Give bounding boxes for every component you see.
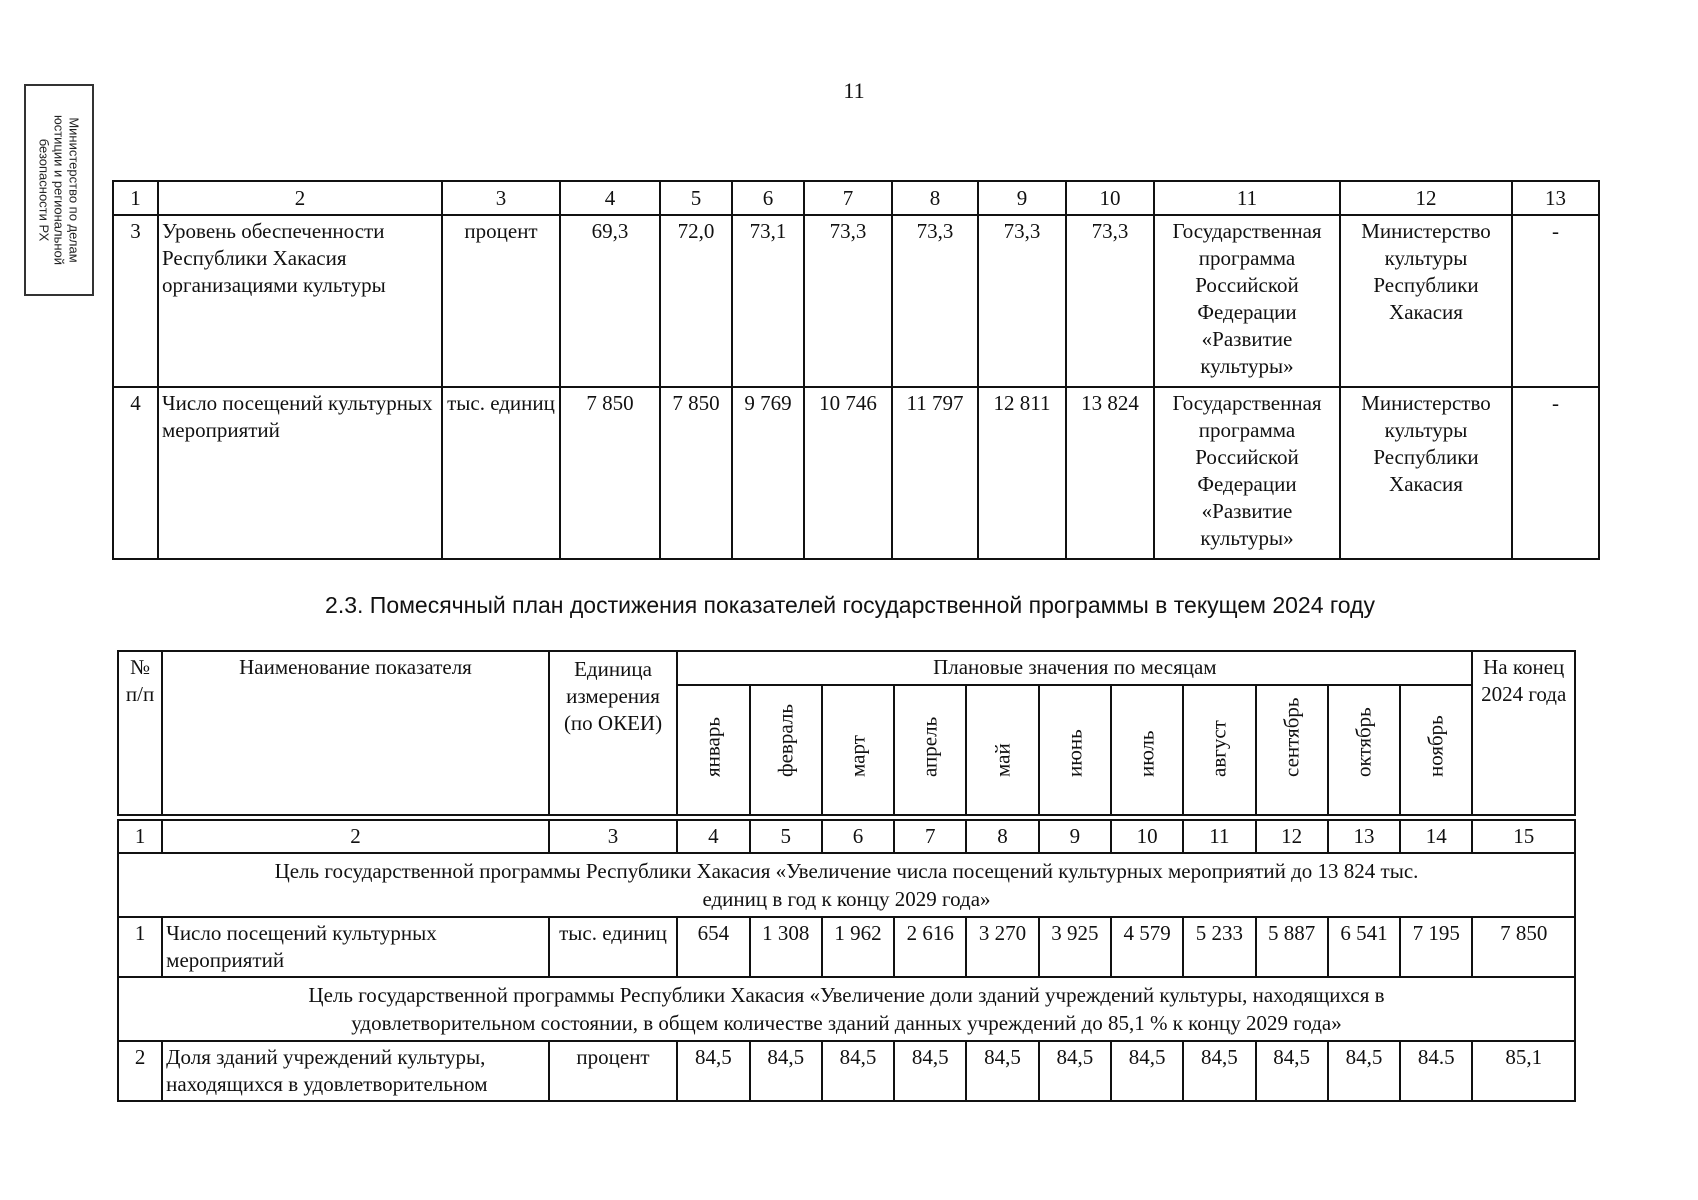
column-number: 10 <box>1066 181 1154 215</box>
responsible: Министерство культуры Республики Хакасия <box>1340 215 1512 387</box>
column-number: 14 <box>1400 820 1472 853</box>
indicator-name: Число посещений культурных мероприятий <box>162 917 549 977</box>
month-label: март <box>845 735 870 777</box>
month-label: сентябрь <box>1279 697 1304 777</box>
month-value: 84,5 <box>1183 1041 1255 1101</box>
month-label: июнь <box>1062 729 1087 777</box>
month-label: январь <box>700 717 725 777</box>
section-title: 2.3. Помесячный план достижения показателей государственной программы в текущем 2024 году <box>325 592 1375 618</box>
unit: тыс. единиц <box>549 917 678 977</box>
row-number: 3 <box>113 215 158 387</box>
table-row <box>113 387 1599 559</box>
month-value: 84,5 <box>1039 1041 1111 1101</box>
responsible: Министерство культуры Республики Хакасия <box>1340 387 1512 559</box>
column-header-end: На конец 2024 года <box>1472 651 1575 815</box>
column-number: 3 <box>442 181 560 215</box>
row-number: 4 <box>113 387 158 559</box>
page-number: 11 <box>843 78 865 103</box>
month-value: 654 <box>677 917 749 977</box>
column-number: 11 <box>1154 181 1340 215</box>
value: 72,0 <box>660 215 732 387</box>
column-number: 12 <box>1340 181 1512 215</box>
stamp-line: юстиции и региональной <box>51 114 67 266</box>
month-header <box>1256 685 1328 815</box>
month-value: 84,5 <box>677 1041 749 1101</box>
table-row <box>113 215 1599 387</box>
stamp-line: Министерство по делам <box>66 117 82 263</box>
value: 73,3 <box>804 215 892 387</box>
column-number: 15 <box>1472 820 1575 853</box>
value: 73,3 <box>892 215 978 387</box>
month-value: 84,5 <box>1328 1041 1400 1101</box>
column-header-plan: Плановые значения по месяцам <box>677 651 1472 685</box>
month-value: 84,5 <box>822 1041 894 1101</box>
column-number: 3 <box>549 820 678 853</box>
year-end-value: 7 850 <box>1472 917 1575 977</box>
month-value: 6 541 <box>1328 917 1400 977</box>
column-number: 9 <box>1039 820 1111 853</box>
month-value: 84,5 <box>1256 1041 1328 1101</box>
indicator-name: Число посещений культурных мероприятий <box>158 387 442 559</box>
month-header <box>1328 685 1400 815</box>
month-value: 1 962 <box>822 917 894 977</box>
month-header <box>677 685 749 815</box>
table-row <box>118 917 1575 977</box>
month-label: апрель <box>917 716 942 777</box>
value: 11 797 <box>892 387 978 559</box>
unit: процент <box>442 215 560 387</box>
value: 69,3 <box>560 215 660 387</box>
row-number: 1 <box>118 917 162 977</box>
column-numbers-row <box>118 820 1575 853</box>
indicators-table <box>112 180 1600 560</box>
column-number: 9 <box>978 181 1066 215</box>
month-value: 84,5 <box>750 1041 822 1101</box>
stamp-line: безопасности РХ <box>36 138 52 242</box>
note: - <box>1512 387 1599 559</box>
column-number: 1 <box>113 181 158 215</box>
column-number: 10 <box>1111 820 1183 853</box>
month-label: февраль <box>773 704 798 777</box>
month-header <box>1111 685 1183 815</box>
value: 10 746 <box>804 387 892 559</box>
note: - <box>1512 215 1599 387</box>
column-number: 2 <box>162 820 549 853</box>
indicator-name: Доля зданий учреждений культуры, находящихся в удовлетворительном <box>162 1041 549 1101</box>
column-number: 8 <box>966 820 1038 853</box>
month-value: 2 616 <box>894 917 966 977</box>
value: 9 769 <box>732 387 804 559</box>
row-number: 2 <box>118 1041 162 1101</box>
month-value: 5 233 <box>1183 917 1255 977</box>
year-end-value: 85,1 <box>1472 1041 1575 1101</box>
month-label: июль <box>1134 730 1159 777</box>
value: 12 811 <box>978 387 1066 559</box>
monthly-plan-table <box>117 650 1576 1102</box>
month-value: 3 270 <box>966 917 1038 977</box>
month-value: 5 887 <box>1256 917 1328 977</box>
month-label: октябрь <box>1351 707 1376 777</box>
table-header-row <box>113 181 1599 215</box>
indicator-name: Уровень обеспеченности Республики Хакасия организациями культуры <box>158 215 442 387</box>
value: 73,3 <box>978 215 1066 387</box>
program-name: Государственная программа Российской Федерации «Развитие культуры» <box>1154 387 1340 559</box>
month-value: 84,5 <box>894 1041 966 1101</box>
value: 73,3 <box>1066 215 1154 387</box>
registration-stamp <box>24 84 94 296</box>
value: 13 824 <box>1066 387 1154 559</box>
month-header <box>894 685 966 815</box>
column-number: 13 <box>1328 820 1400 853</box>
month-value: 4 579 <box>1111 917 1183 977</box>
month-header <box>1039 685 1111 815</box>
goal-text: Цель государственной программы Республики Хакасия «Увеличение числа посещений культурных мероприятий до 13 824 тыс. единиц в год к концу 2029 года» <box>118 853 1575 917</box>
month-value: 7 195 <box>1400 917 1472 977</box>
goal-row <box>118 977 1575 1041</box>
value: 73,1 <box>732 215 804 387</box>
column-header-name: Наименование показателя <box>162 651 549 815</box>
month-value: 3 925 <box>1039 917 1111 977</box>
unit: процент <box>549 1041 678 1101</box>
column-number: 5 <box>750 820 822 853</box>
month-header <box>822 685 894 815</box>
month-header <box>750 685 822 815</box>
month-header <box>966 685 1038 815</box>
column-number: 5 <box>660 181 732 215</box>
column-header-unit: Единица измерения (по ОКЕИ) <box>549 651 678 815</box>
column-number: 2 <box>158 181 442 215</box>
column-number: 7 <box>894 820 966 853</box>
value: 7 850 <box>560 387 660 559</box>
column-number: 4 <box>677 820 749 853</box>
column-number: 13 <box>1512 181 1599 215</box>
month-label: ноябрь <box>1423 715 1448 777</box>
goal-row <box>118 853 1575 917</box>
column-number: 1 <box>118 820 162 853</box>
program-name: Государственная программа Российской Федерации «Развитие культуры» <box>1154 215 1340 387</box>
table-row <box>118 1041 1575 1101</box>
month-value: 84,5 <box>966 1041 1038 1101</box>
month-header <box>1400 685 1472 815</box>
table-header-row <box>118 651 1575 685</box>
column-number: 7 <box>804 181 892 215</box>
month-value: 84,5 <box>1111 1041 1183 1101</box>
column-number: 11 <box>1183 820 1255 853</box>
column-number: 8 <box>892 181 978 215</box>
month-value: 84.5 <box>1400 1041 1472 1101</box>
value: 7 850 <box>660 387 732 559</box>
column-number: 12 <box>1256 820 1328 853</box>
month-label: май <box>990 743 1015 777</box>
column-number: 4 <box>560 181 660 215</box>
column-number: 6 <box>822 820 894 853</box>
month-label: август <box>1206 720 1231 777</box>
goal-text: Цель государственной программы Республики Хакасия «Увеличение доли зданий учреждений культуры, находящихся в удовлетворительном состоянии, в общем количестве зданий данных учреждений до 85,1 % к концу 2029 года» <box>118 977 1575 1041</box>
column-number: 6 <box>732 181 804 215</box>
month-header <box>1183 685 1255 815</box>
unit: тыс. единиц <box>442 387 560 559</box>
column-header-number: № п/п <box>118 651 162 815</box>
month-value: 1 308 <box>750 917 822 977</box>
